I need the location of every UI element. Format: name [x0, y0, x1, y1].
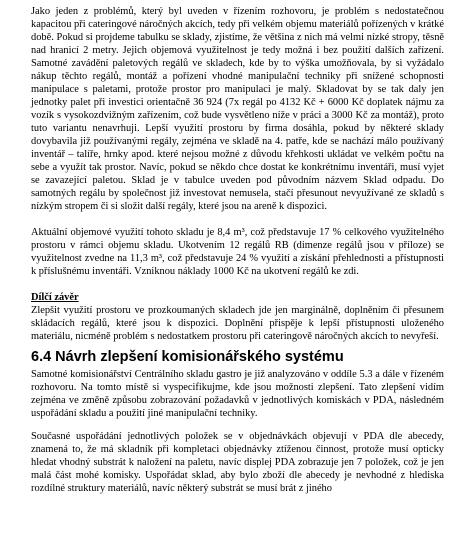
section-heading: 6.4 Návrh zlepšení komisionářského systému [31, 349, 344, 365]
body-paragraph: Aktuální objemové využití tohoto skladu je 8,4 m³, což představuje 17 % celkového využitelného prostoru v rámci objemu skladu. Ukotvením 12 regálů RB (dimenze regálů jsou v příloze) se využitelnost zvedne na 11,3 m³, což představuje 24 % využití a získání přehlednosti a přístupnosti k příslušnému inventáři. Vzniknou náklady 1000 Kč na ukotvení regálů ke zdi. [31, 227, 444, 277]
subheading: Dílčí závěr [31, 292, 79, 303]
body-paragraph: Jako jeden z problémů, který byl uveden v řízením rozhovoru, je problém s nedostatečnou kapacitou při cateringové náročných akcích, tedy při velkém objemu materiálů pořízených v krátké době. Pokud si projdeme tabulku se sklady, zjistíme, že většina z nich má velmi nízké stropy, těsně nad hranicí 2 metry. Jejich objemová využitelnost je tedy možná i bez použití dalších zařízení. Samotné zavádění paletových regálů ve skladech, kde by to výška umožňovala, by si vyžádalo nákup těchto regálů, montáž a pořízení vhodné manipulační techniky při snížené schopnosti manipulace s paletami, protože prostor pro manipulaci je malý. Skladovat by se tak daly jen jednotky palet při investici orientačně 36 924 (7x regál po 4132 Kč + 6000 Kč doplatek nájmu za vozík s vysokozdvižným zařízením, což bude vysvětleno níže v práci a 3000 Kč za montáž), proto tuto variantu nenavrhuji. Lepší využití prostoru by firma dosáhla, pokud by některé sklady dovybavila již používanými regály, zejména ve skladě na 4. patře, kde se nachází málo používaný inventář – talíře, hrnky apod. které nejsou možné z důvodu křehkosti ukládat ve velkém počtu na sebe a využít tak prostor. Navíc, pokud se někdo chce dostat ke konkrétnímu inventáři, musí vyjet se zavazející paletou. Sklad je v tabulce uveden pod původním názvem Sklad odpadu. Do samotných regálu by společnost již investovat nemusela, stačí přesunout nevyužívané ze skladů s nízkým stropem či si složit další regály, které jsou na areně k dispozici. [31, 6, 444, 212]
body-paragraph: Současné uspořádání jednotlivých položek se v objednávkách objevují v PDA dle abecedy, znamená to, že má skladník při kompletaci objednávky ztíženou činnost, protože musí opticky hledat vhodný substrát k naložení na paletu, navíc displej PDA zobrazuje jen 7 položek, což je jen malá část mohé komisky. Uspořádat sklad, aby bylo zboží dle abecedy je nevhodné z hlediska rozdílné struktury materiálů, navíc některý substrát se musí brát z jiného [31, 431, 444, 494]
body-paragraph: Samotné komisionářství Centrálního skladu gastro je již analyzováno v oddíle 5.3 a dále v řízeném rozhovoru. Na tomto místě si vyspecifikujme, kde jsou možnosti zlepšení. Tato zlepšení vidím zejména ve změně způsobu zobrazování požadavků v jednotlivých komiskách v PDA, následném uspořádání skladu a použití jiné manipulační techniky. [31, 369, 444, 419]
conclusion-paragraph: Zlepšit využití prostoru ve prozkoumaných skladech jde jen marginálně, doplněním či přesunem skládacích regálů, které jsou k dispozici. Doplnění přispěje k lepší přístupnosti uloženého materiálu, nicméně problém s nedostatkem prostoru při cateringově náročných akcích to nevyřeší. [31, 305, 444, 342]
